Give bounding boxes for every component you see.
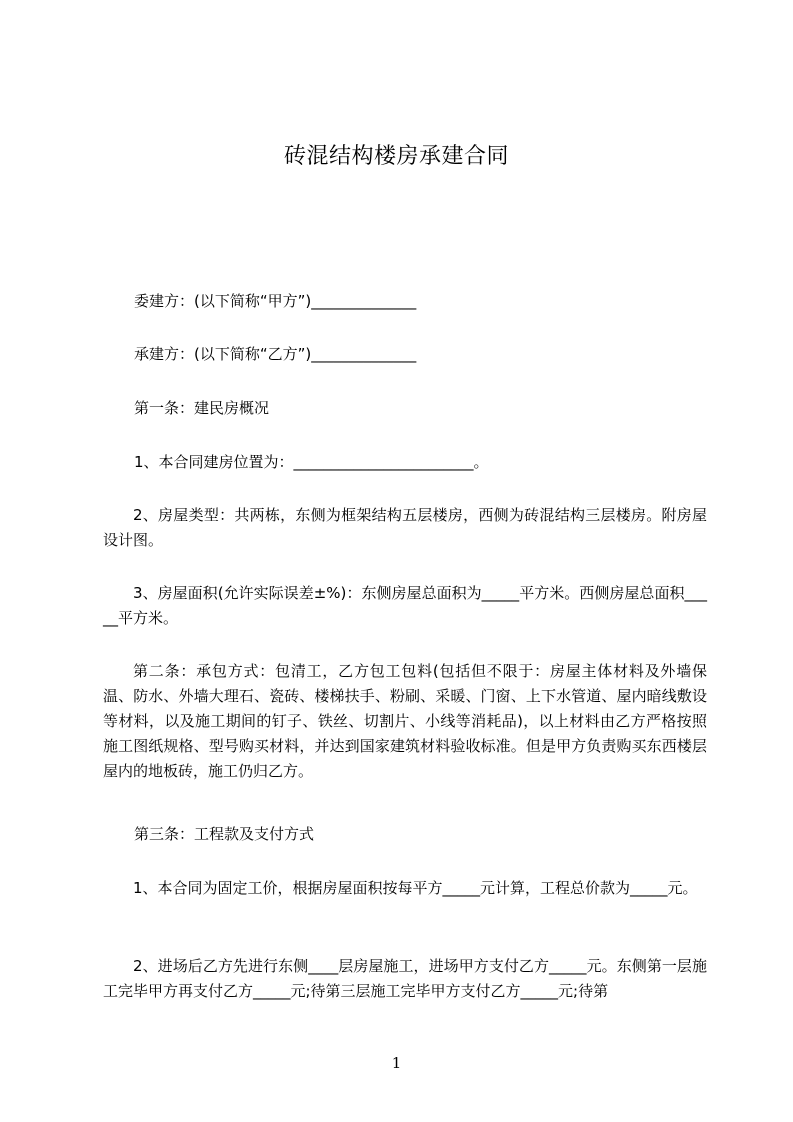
page-number: 1 [391, 1054, 402, 1072]
document-title: 砖混结构楼房承建合同 [283, 144, 509, 169]
article-three-item-2: 2、进场后乙方先进行东侧____层房屋施工，进场甲方支付乙方_____元。东侧第一层施工完毕甲方再支付乙方_____元;待第三层施工完毕甲方支付乙方_____元;待第 [103, 957, 707, 1000]
article-one-heading: 第一条：建民房概况 [134, 399, 270, 417]
article-two-paragraph: 第二条：承包方式：包清工，乙方包工包料(包括但不限于：房屋主体材料及外墙保温、防水、外墙大理石、瓷砖、楼梯扶手、粉刷、采暖、门窗、上下水管道、屋内暗线敷设等材料，以及施工期间的钉子、铁丝、切割片、小线等消耗品)，以上材料由乙方严格按照施工图纸规格、型号购买材料，并达到国家建筑材料验收标准。但是甲方负责购买东西楼层屋内的地板砖，施工仍归乙方。 [103, 662, 707, 780]
article-three-heading: 第三条：工程款及支付方式 [134, 825, 315, 843]
article-one-item-1: 1、本合同建房位置为：________________________。 [134, 453, 489, 471]
article-one-item-2: 2、房屋类型：共两栋，东侧为框架结构五层楼房，西侧为砖混结构三层楼房。附房屋设计图。 [103, 506, 707, 549]
article-three-item-1: 1、本合同为固定工价，根据房屋面积按每平方_____元计算，工程总价款为_____元。 [133, 879, 698, 897]
client-party-line: 委建方：(以下简称“甲方”)______________ [134, 292, 417, 310]
contractor-party-line: 承建方：(以下简称“乙方”)______________ [134, 345, 417, 363]
article-one-item-3: 3、房屋面积(允许实际误差±%)：东侧房屋总面积为_____平方米。西侧房屋总面积_____平方米。 [103, 584, 707, 627]
